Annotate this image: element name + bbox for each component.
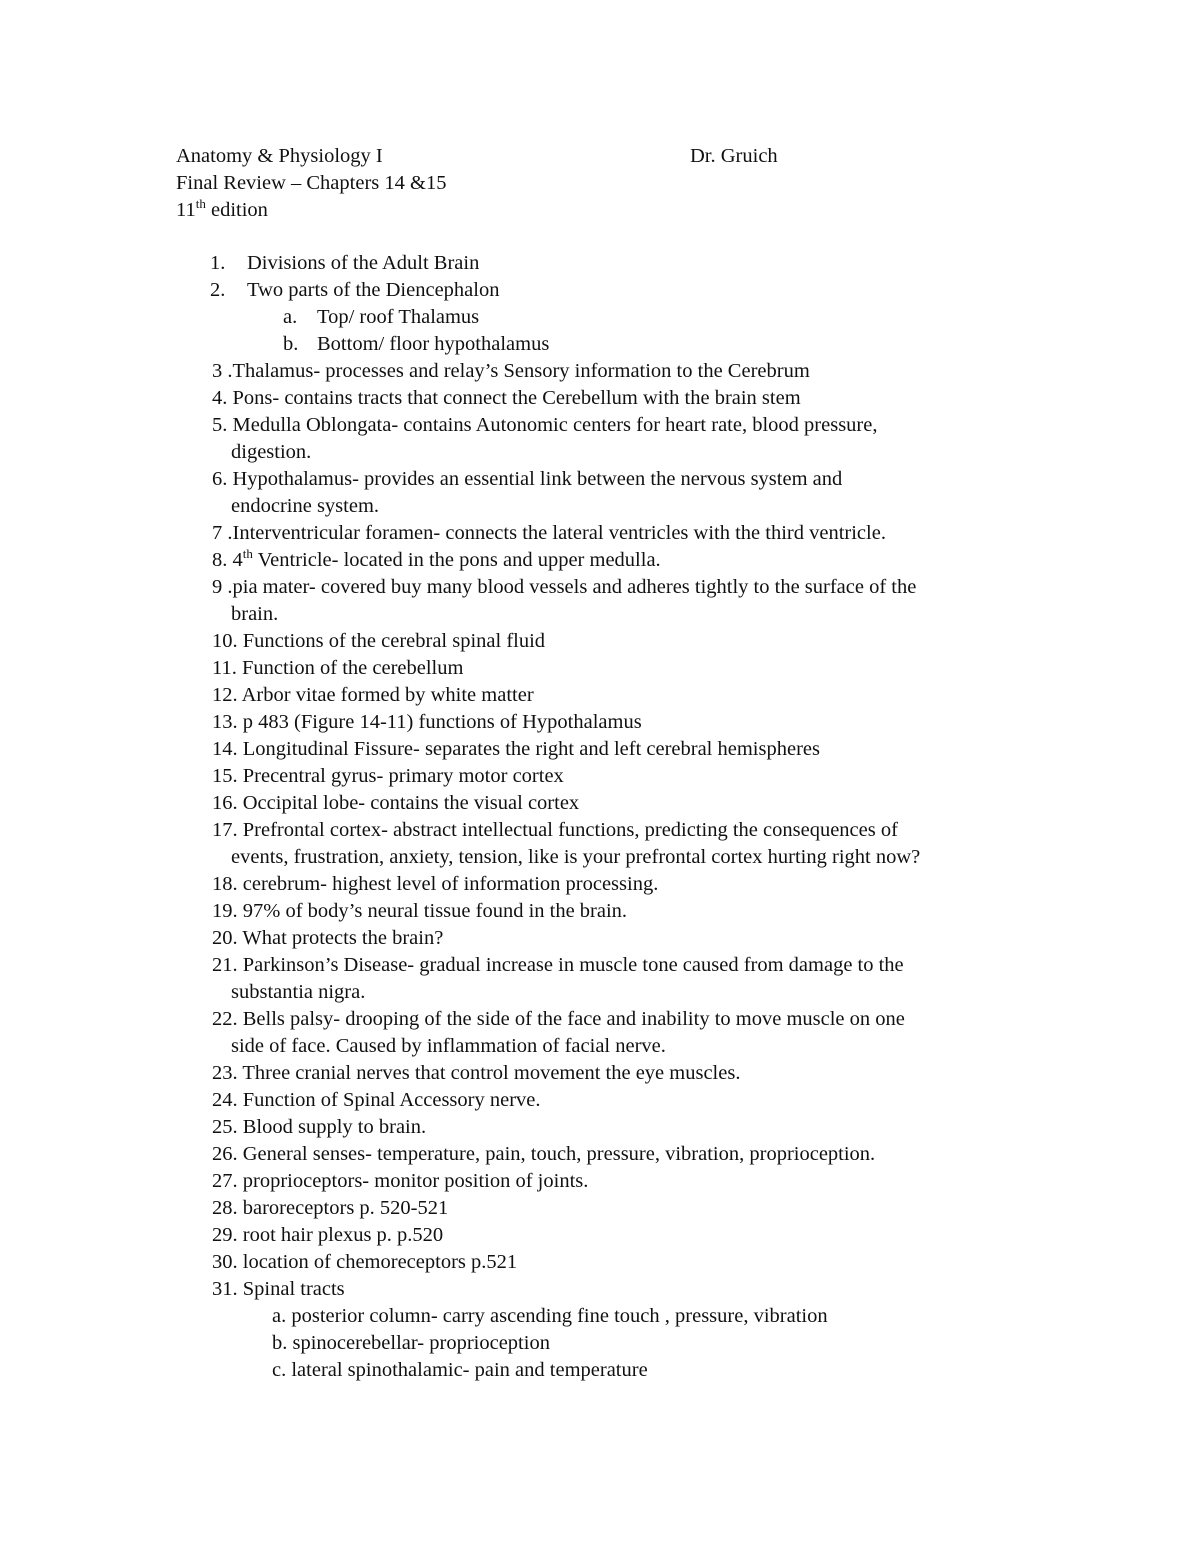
list-subitem: a. posterior column- carry ascending fine touch , pressure, vibration xyxy=(272,1305,828,1327)
list-item-continuation: events, frustration, anxiety, tension, like is your prefrontal cortex hurting right now? xyxy=(231,846,921,868)
list-item: 16. Occipital lobe- contains the visual cortex xyxy=(212,792,580,814)
list-item: 28. baroreceptors p. 520-521 xyxy=(212,1197,449,1219)
list-subitem: b. Bottom/ floor hypothalamus xyxy=(283,333,550,355)
list-item: 29. root hair plexus p. p.520 xyxy=(212,1224,444,1246)
list-item: 27. proprioceptors- monitor position of joints. xyxy=(212,1170,589,1192)
course-title: Anatomy & Physiology I xyxy=(176,145,383,167)
list-item: 26. General senses- temperature, pain, touch, pressure, vibration, proprioception. xyxy=(212,1143,876,1165)
list-item: 21. Parkinson’s Disease- gradual increase in muscle tone caused from damage to the xyxy=(212,954,904,976)
list-item: 22. Bells palsy- drooping of the side of the face and inability to move muscle on one xyxy=(212,1008,905,1030)
list-subitem: c. lateral spinothalamic- pain and temperature xyxy=(272,1359,648,1381)
list-item: 30. location of chemoreceptors p.521 xyxy=(212,1251,518,1273)
list-item: 19. 97% of body’s neural tissue found in the brain. xyxy=(212,900,628,922)
list-subitem: a. Top/ roof Thalamus xyxy=(283,306,480,328)
list-item: 20. What protects the brain? xyxy=(212,927,444,949)
list-item: 5. Medulla Oblongata- contains Autonomic centers for heart rate, blood pressure, xyxy=(212,414,878,436)
list-item: 10. Functions of the cerebral spinal fluid xyxy=(212,630,546,652)
list-item: 24. Function of Spinal Accessory nerve. xyxy=(212,1089,541,1111)
list-item: 4. Pons- contains tracts that connect the Cerebellum with the brain stem xyxy=(212,387,801,409)
list-item-continuation: substantia nigra. xyxy=(231,981,366,1003)
list-item: 11. Function of the cerebellum xyxy=(212,657,464,679)
list-item: 9 .pia mater- covered buy many blood vessels and adheres tightly to the surface of the xyxy=(212,576,917,598)
list-item: 31. Spinal tracts xyxy=(212,1278,345,1300)
list-item: 6. Hypothalamus- provides an essential link between the nervous system and xyxy=(212,468,843,490)
list-item: 12. Arbor vitae formed by white matter xyxy=(212,684,534,706)
edition-line: 11th edition xyxy=(176,196,268,221)
list-item-continuation: endocrine system. xyxy=(231,495,380,517)
instructor-name: Dr. Gruich xyxy=(690,145,778,167)
list-item-continuation: brain. xyxy=(231,603,279,625)
list-item: 25. Blood supply to brain. xyxy=(212,1116,427,1138)
review-title: Final Review – Chapters 14 &15 xyxy=(176,172,447,194)
list-item-continuation: side of face. Caused by inflammation of facial nerve. xyxy=(231,1035,666,1057)
list-subitem: b. spinocerebellar- proprioception xyxy=(272,1332,550,1354)
list-item: 13. p 483 (Figure 14-11) functions of Hypothalamus xyxy=(212,711,642,733)
list-item: 2. Two parts of the Diencephalon xyxy=(210,279,500,301)
list-item: 8. 4th Ventricle- located in the pons and upper medulla. xyxy=(212,546,661,571)
list-item: 3 .Thalamus- processes and relay’s Sensory information to the Cerebrum xyxy=(212,360,810,382)
review-list xyxy=(0,250,1200,1384)
list-item: 23. Three cranial nerves that control movement the eye muscles. xyxy=(212,1062,741,1084)
list-item: 7 .Interventricular foramen- connects the lateral ventricles with the third ventricle. xyxy=(212,522,886,544)
list-item: 1. Divisions of the Adult Brain xyxy=(210,252,480,274)
list-item: 14. Longitudinal Fissure- separates the right and left cerebral hemispheres xyxy=(212,738,820,760)
list-item: 15. Precentral gyrus- primary motor cortex xyxy=(212,765,564,787)
list-item: 17. Prefrontal cortex- abstract intellectual functions, predicting the consequences of xyxy=(212,819,898,841)
list-item: 18. cerebrum- highest level of information processing. xyxy=(212,873,659,895)
list-item-continuation: digestion. xyxy=(231,441,312,463)
